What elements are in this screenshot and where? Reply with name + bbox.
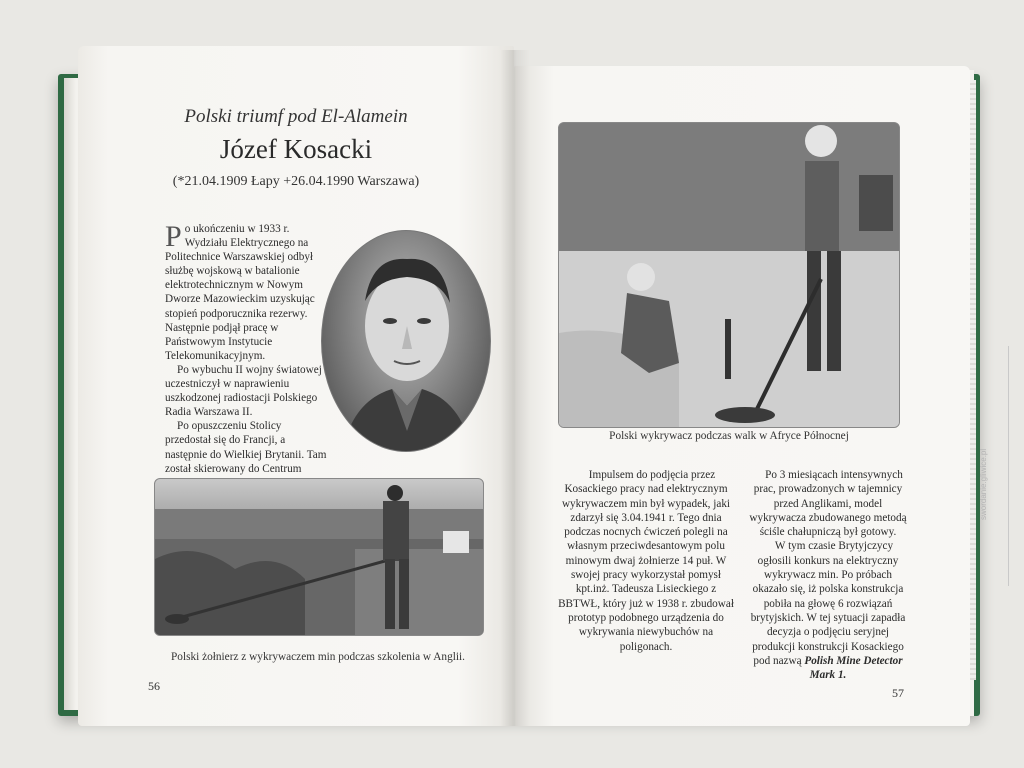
column-paragraph: W tym czasie Brytyjczycy ogłosili konkurs na elektryczny wykrywacz min. Po próbach okazało się, iż polska konstrukcja pobiła na głowę 6 rozwiązań brytyjskich. W tej sytuacji zapadła decyzja o podjęciu seryjnej produkcji konstrukcji Kosackiego pod nazwą Polish Mine Detector Mark 1. xyxy=(750,540,906,682)
article-title: Józef Kosacki xyxy=(219,134,373,164)
bio-paragraph: Po wybuchu II wojny światowej uczestniczył w naprawieniu uszkodzonej radiostacji Polskiego Radia Warszawa II. xyxy=(165,363,322,419)
article-subtitle: Polski triumf pod El-Alamein xyxy=(184,106,408,127)
text-column-2 xyxy=(746,468,910,682)
side-watermark-url: swordanie.gliwice.pl xyxy=(979,448,988,520)
text-column-1 xyxy=(554,468,738,654)
photo-caption-right: Polski wykrywacz podczas walk w Afryce Północnej xyxy=(609,430,849,442)
column-paragraph: Po 3 miesiącach intensywnych prac, prowadzonych w tajemnicy przed Anglikami, model wykrywacza zbudowanego metodą ściśle chałupniczą był gotowy. xyxy=(749,469,907,539)
page-number-left: 56 xyxy=(148,679,160,693)
right-page xyxy=(514,66,970,726)
bio-paragraph: Po opuszczeniu Stolicy przedostał się do Francji, a następnie do Wielkiej Brytanii. Tam został skierowany do Centrum xyxy=(165,420,327,475)
page-number-right: 57 xyxy=(892,686,904,700)
column-paragraph: Impulsem do podjęcia przez Kosackiego pracy nad elektrycznym wykrywaczem min był wypadek, jaki zdarzył się 3.04.1941 r. Tego dnia podczas nocnych ćwiczeń polegli na własnym przeciwdesantowym polu minowym dwaj żołnierze 14 puł. W swojej pracy wykorzystał pomysł kpt.inż. Tadeusza Lisieckiego z BBTWŁ, który już w 1938 r. zbudował prototyp podobnego urządzenia do wykrywania niewybuchów na poligonach. xyxy=(558,469,734,653)
side-divider xyxy=(1008,346,1009,586)
left-page xyxy=(78,46,514,726)
life-dates: (*21.04.1909 Łapy +26.04.1990 Warszawa) xyxy=(172,174,420,189)
soldier-training-photo xyxy=(154,478,484,636)
biography-text xyxy=(165,222,327,504)
desert-photo xyxy=(558,122,900,428)
photo-caption-left: Polski żołnierz z wykrywaczem min podczas szkolenia w Anglii. xyxy=(171,651,465,663)
portrait-photo xyxy=(321,230,491,452)
bio-paragraph: Po ukończeniu w 1933 r. Wydziału Elektrycznego na Politechnice Warszawskiej odbył służbę wojskową w batalionie elektrotechnicznym w Nowym Dworze Mazowieckim uzyskując stopień podporucznika rezerwy. Następnie podjął pracę w Państwowym Instytucie Telekomunikacyjnym. xyxy=(165,220,315,362)
book-gutter xyxy=(500,50,530,726)
drop-cap: P xyxy=(165,220,182,253)
product-name: Polish Mine Detector Mark 1. xyxy=(804,654,903,682)
